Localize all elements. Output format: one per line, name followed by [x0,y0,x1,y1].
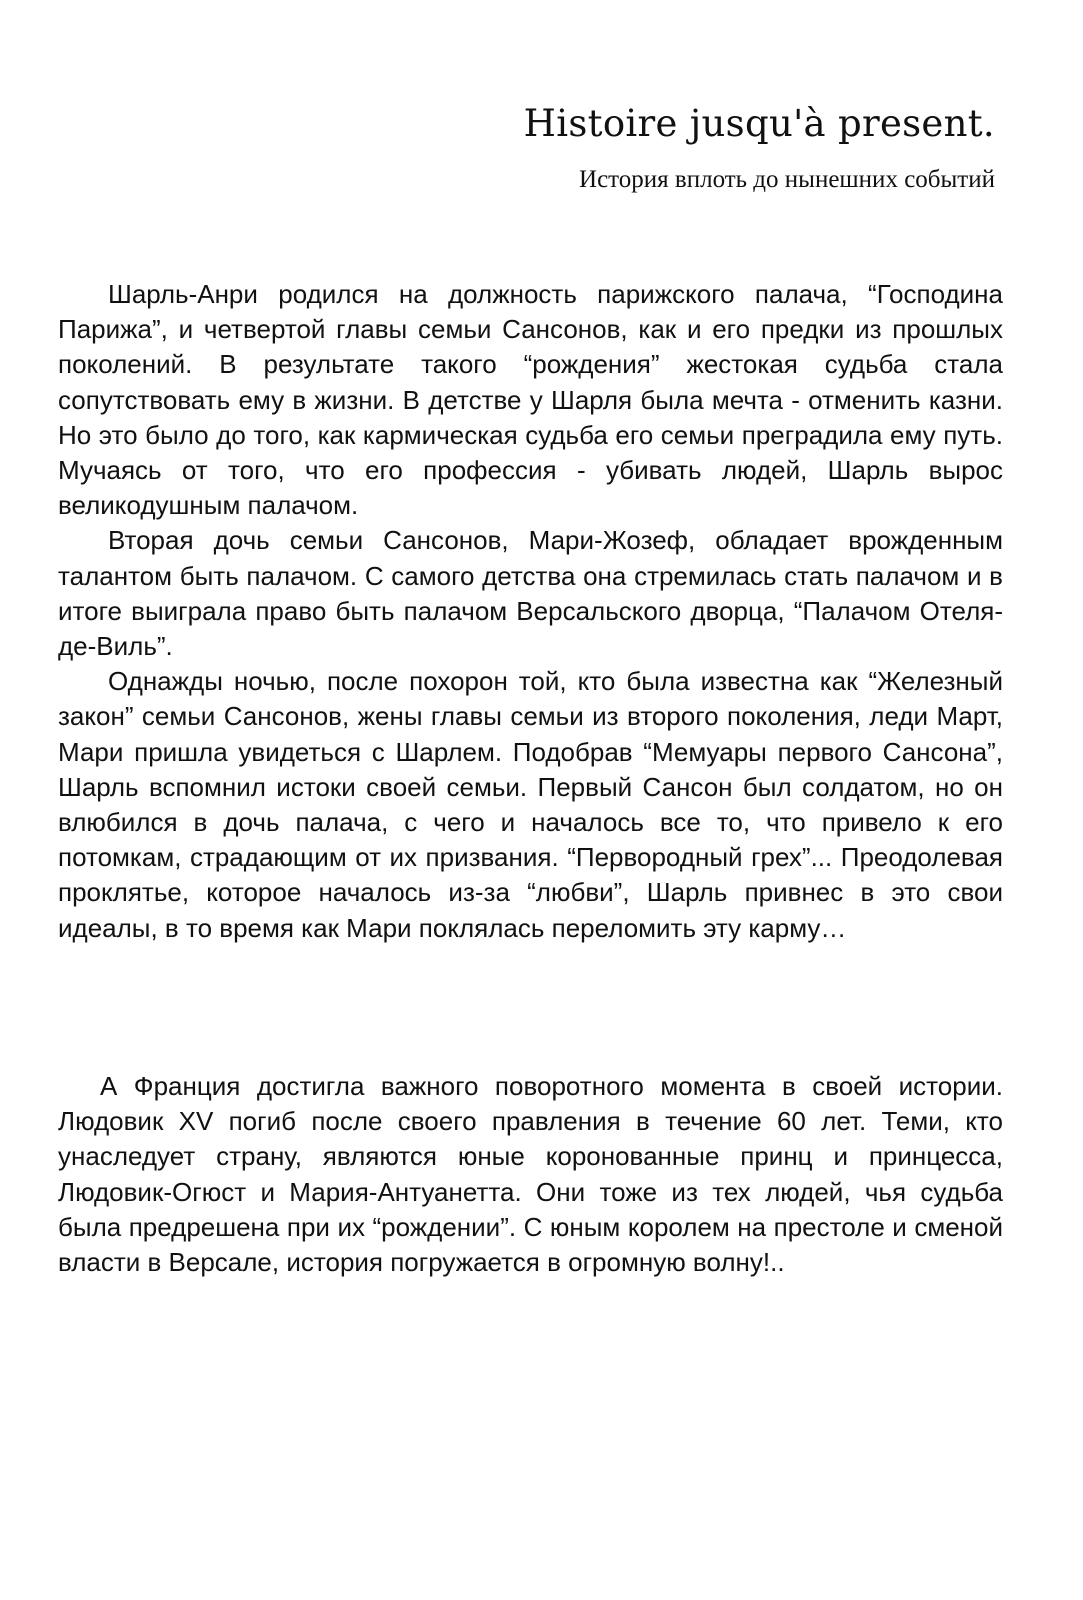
story-section [58,277,1003,946]
france-section [58,1069,1003,1280]
page-subtitle: История вплоть до нынешних событий [579,166,995,193]
story-paragraph-charles: Шарль-Анри родился на должность парижского палача, “Господина Парижа”, и четвертой главы семьи Сансонов, как и его предки из прошлых поколений. В результате такого “рождения” жестокая судьба стала сопутствовать ему в жизни. В детстве у Шарля была мечта - отменить казни. Но это было до того, как кармическая судьба его семьи преградила ему путь. Мучаясь от того, что его профессия - убивать людей, Шарль вырос великодушным палачом. [58,279,1003,521]
page-title: Histoire jusqu'à present. [523,102,995,145]
story-paragraph-origins: Однажды ночью, после похорон той, кто была известна как “Железный закон” семьи Сансонов, жены главы семьи из второго поколения, леди Март, Мари пришла увидеться с Шарлем. Подобрав “Мемуары первого Сансона”, Шарль вспомнил истоки своей семьи. Первый Сансон был солдатом, но он влюбился в дочь палача, с чего и началось все то, что привело к его потомкам, страдающим от их призвания. “Первородный грех”... Преодолевая проклятье, которое началось из-за “любви”, Шарль привнес в это свои идеалы, в то время как Мари поклялась переломить эту карму… [58,666,1003,943]
france-paragraph: А Франция достигла важного поворотного момента в своей истории. Людовик XV погиб после своего правления в течение 60 лет. Теми, кто унаследует страну, являются юные коронованные принц и принцесса, Людовик-Огюст и Мария-Антуанетта. Они тоже из тех людей, чья судьба была предрешена при их “рождении”. С юным королем на престоле и сменой власти в Версале, история погружается в огромную волну!.. [58,1071,1003,1278]
story-paragraph-marie: Вторая дочь семьи Сансонов, Мари-Жозеф, обладает врожденным талантом быть палачом. С самого детства она стремилась стать палачом и в итоге выиграла право быть палачом Версальского дворца, “Палачом Отеля-де-Виль”. [58,525,1003,662]
